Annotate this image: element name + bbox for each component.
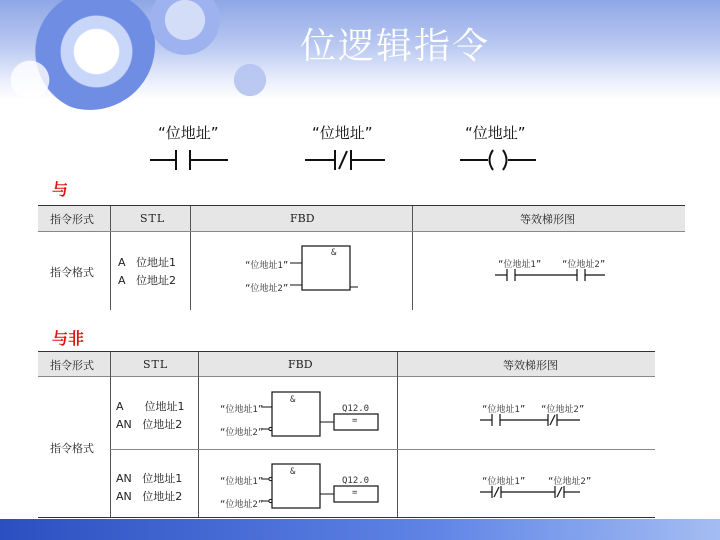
normally-open-contact-icon [150,150,228,170]
ladder-andnot-rung-1 [480,413,600,427]
normally-closed-contact-icon [305,150,385,170]
and-not-gate-block-2 [262,462,382,512]
fbd-input-2: “位地址2” [220,500,264,510]
stl-line-2: AN 位地址2 [116,418,183,431]
fbd-input-1: “位地址1” [220,477,264,487]
decorative-circle [0,50,60,110]
header-form: 指令形式 [50,359,94,372]
divider [110,206,111,310]
header-ladder: 等效梯形图 [503,359,558,372]
ladder-and-rung [495,268,615,282]
divider [38,517,655,518]
stl-line-2: A 位地址2 [118,274,177,287]
and-gate-block [290,244,360,294]
fbd-input-1: “位地址1” [245,261,289,271]
stl-line-1: A 位地址1 [118,256,177,269]
fbd-input-1: “位地址1” [220,405,264,415]
header-form: 指令形式 [50,213,94,226]
stl-line-2: AN 位地址2 [116,490,183,503]
ladder-contact-label-1: “位地址1” [498,260,542,270]
section-and-not-title: 与非 [52,329,85,348]
and-table-header [38,206,685,231]
fbd-input-2: “位地址2” [220,428,264,438]
ladder-contact-label-2: “位地址2” [548,477,592,487]
stl-line-1: A 位地址1 [116,400,185,413]
divider [110,352,111,518]
decorative-circle [150,0,220,55]
header-ladder: 等效梯形图 [520,213,575,226]
divider [397,352,398,518]
header-stl: STL [143,358,169,371]
divider [198,352,199,518]
divider [190,206,191,310]
divider [412,206,413,310]
divider [38,205,685,206]
header-fbd: FBD [288,358,313,371]
symbol-label-nc-contact: “位地址” [312,124,373,142]
output-address: Q12.0 [342,476,370,486]
header-stl: STL [140,212,166,225]
symbol-label-coil: “位地址” [465,124,526,142]
row-label-format: 指令格式 [50,442,94,455]
ladder-andnot-rung-2 [480,485,600,499]
andnot-table-header [38,352,655,376]
decorative-circle [225,55,275,105]
gate-symbol: & [331,248,337,258]
coil-symbol: = [352,416,358,426]
symbol-label-no-contact: “位地址” [158,124,219,142]
gate-symbol: & [290,395,296,405]
ladder-contact-label-2: “位地址2” [541,405,585,415]
divider [110,449,655,450]
output-address: Q12.0 [342,404,370,414]
divider [38,231,685,232]
divider [38,351,655,352]
coil-symbol: = [352,488,358,498]
and-not-gate-block-1 [262,390,382,440]
coil-icon [460,150,536,170]
ladder-contact-label-1: “位地址1” [482,405,526,415]
ladder-symbols [150,145,550,175]
row-label-format: 指令格式 [50,266,94,279]
footer-bar [0,519,720,540]
section-and-title: 与 [52,180,69,199]
ladder-contact-label-1: “位地址1” [482,477,526,487]
header-fbd: FBD [290,212,315,225]
divider [38,376,655,377]
ladder-contact-label-2: “位地址2” [562,260,606,270]
page-title: 位逻辑指令 [300,26,491,67]
gate-symbol: & [290,467,296,477]
stl-line-1: AN 位地址1 [116,472,183,485]
fbd-input-2: “位地址2” [245,284,289,294]
